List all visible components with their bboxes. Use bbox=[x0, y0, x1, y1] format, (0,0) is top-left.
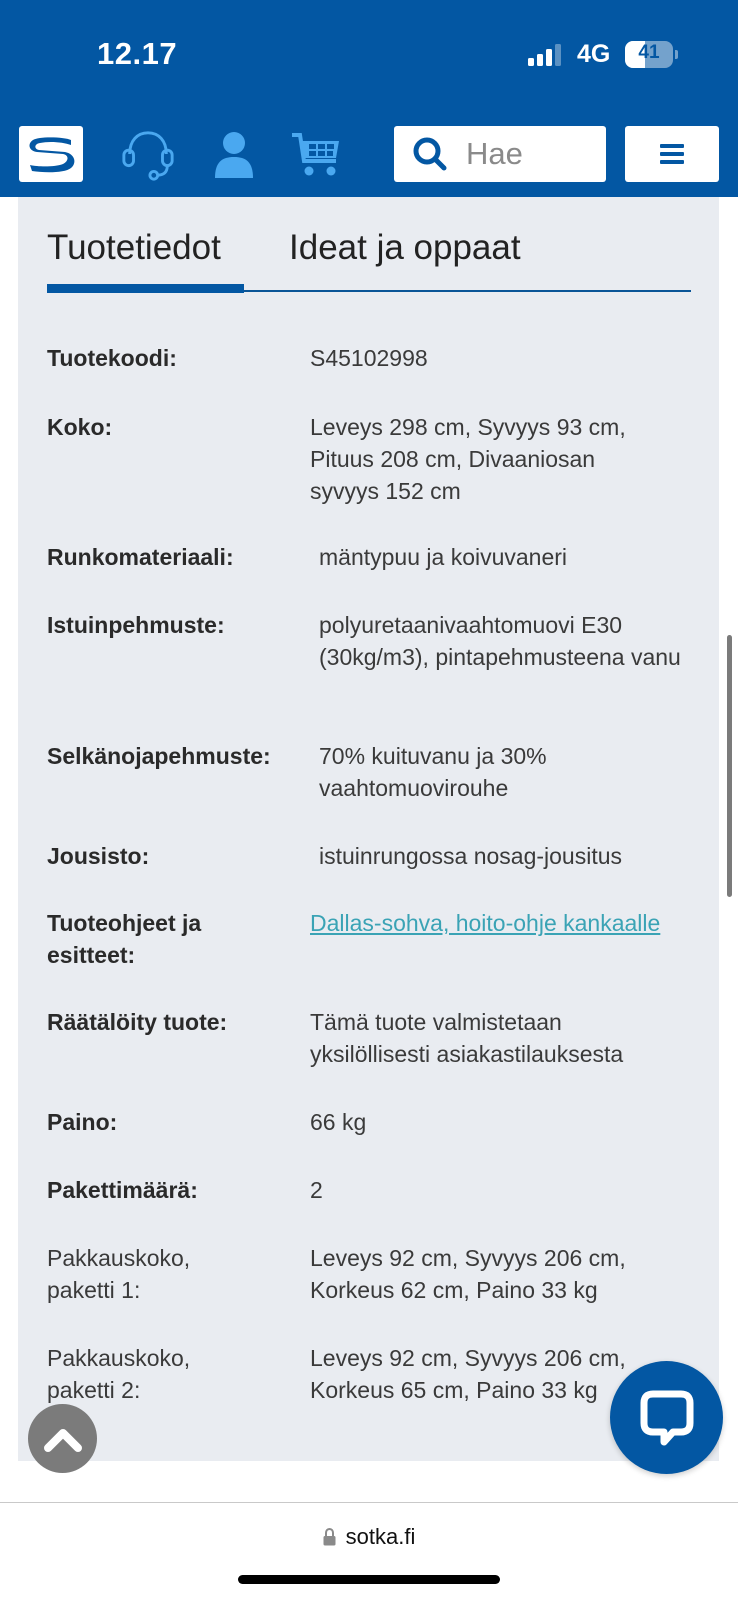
cart-button[interactable] bbox=[288, 128, 344, 182]
sotka-logo[interactable] bbox=[19, 126, 83, 182]
spec-value: mäntypuu ja koivuvaneri bbox=[319, 544, 568, 570]
spec-value: 66 kg bbox=[310, 1109, 367, 1135]
browser-toolbar-divider bbox=[0, 1502, 738, 1503]
home-indicator bbox=[238, 1575, 500, 1584]
battery-icon bbox=[625, 41, 673, 68]
chat-button[interactable] bbox=[610, 1361, 723, 1474]
spec-value: istuinrungossa nosag-jousitus bbox=[319, 843, 623, 869]
spec-value: S45102998 bbox=[310, 345, 428, 371]
tab-ideas-guides[interactable]: Ideat ja oppaat bbox=[289, 228, 521, 267]
spec-label: Selkänojapehmuste: bbox=[47, 743, 271, 769]
spec-label: Jousisto: bbox=[47, 843, 150, 869]
spec-label: Räätälöity tuote: bbox=[47, 1009, 228, 1035]
search-placeholder: Hae bbox=[466, 136, 523, 171]
spec-label: Tuotekoodi: bbox=[47, 345, 177, 371]
search-input[interactable] bbox=[394, 126, 606, 182]
back-to-top-button[interactable] bbox=[28, 1404, 97, 1473]
spec-value: Leveys 92 cm, Syvyys 206 cm, Korkeus 62 cm, Paino 33 kg bbox=[310, 1245, 626, 1303]
hamburger-menu-icon bbox=[660, 144, 684, 164]
chevron-up-icon bbox=[43, 1425, 83, 1453]
network-type: 4G bbox=[577, 40, 611, 68]
support-headset-icon bbox=[120, 128, 176, 182]
spec-label: Pakkauskoko, paketti 1: bbox=[47, 1245, 191, 1303]
active-tab-indicator bbox=[47, 284, 244, 293]
spec-value: Leveys 92 cm, Syvyys 206 cm, Korkeus 65 cm, Paino 33 kg bbox=[310, 1345, 626, 1403]
spec-label: Pakettimäärä: bbox=[47, 1177, 198, 1203]
spec-value bbox=[310, 907, 670, 939]
battery-tip bbox=[675, 50, 678, 59]
address-bar[interactable] bbox=[0, 1524, 738, 1550]
spec-value: polyuretaanivaahtomuovi E30 (30kg/m3), pintapehmusteena vanu bbox=[319, 612, 681, 670]
spec-label: Tuoteohjeet ja esitteet: bbox=[47, 910, 202, 968]
spec-value: Tämä tuote valmistetaan yksilöllisesti asiakastilauksesta bbox=[310, 1009, 624, 1067]
spec-value: 2 bbox=[310, 1177, 323, 1203]
tab-product-info[interactable]: Tuotetiedot bbox=[47, 228, 221, 267]
url-text: sotka.fi bbox=[345, 1524, 416, 1549]
logo-s-icon bbox=[25, 134, 77, 174]
spec-label: Runkomateriaali: bbox=[47, 544, 234, 570]
page-scrollbar[interactable] bbox=[727, 635, 732, 897]
spec-label: Paino: bbox=[47, 1109, 118, 1135]
battery-level: 41 bbox=[638, 42, 660, 63]
spec-label: Istuinpehmuste: bbox=[47, 612, 225, 638]
cellular-signal-icon bbox=[528, 44, 561, 66]
spec-label: Koko: bbox=[47, 414, 113, 440]
spec-label: Pakkauskoko, paketti 2: bbox=[47, 1345, 191, 1403]
spec-value: Leveys 298 cm, Syvyys 93 cm, Pituus 208 cm, Divaaniosan syvyys 152 cm bbox=[310, 414, 626, 504]
chat-bubble-icon bbox=[639, 1389, 695, 1447]
search-icon bbox=[412, 136, 448, 172]
care-instructions-link[interactable]: Dallas-sohva, hoito-ohje kankaalle bbox=[310, 910, 661, 936]
lock-icon bbox=[323, 1528, 336, 1546]
account-button[interactable] bbox=[206, 128, 262, 182]
cart-icon bbox=[290, 131, 342, 179]
menu-button[interactable] bbox=[625, 126, 719, 182]
spec-value: 70% kuituvanu ja 30% vaahtomuovirouhe bbox=[319, 743, 547, 801]
status-time: 12.17 bbox=[97, 36, 178, 71]
customer-service-button[interactable] bbox=[120, 128, 176, 182]
user-icon bbox=[212, 130, 256, 180]
